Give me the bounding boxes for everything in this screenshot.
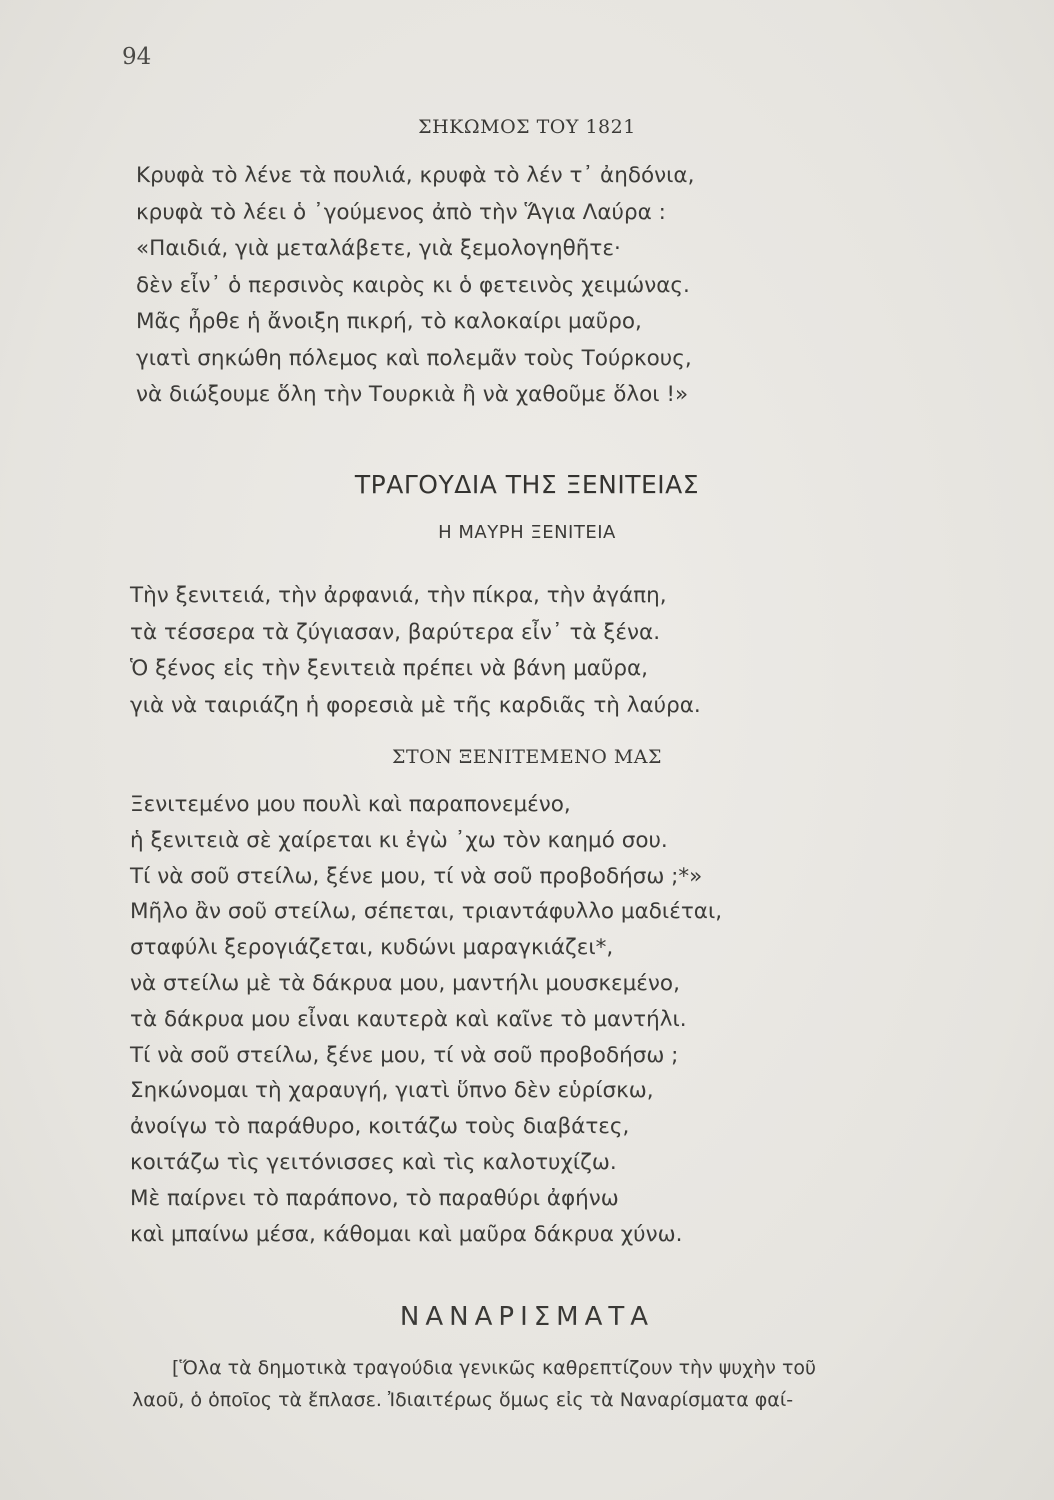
section-title-xeniteia: ΤΡΑΓΟΥΔΙΑ ΤΗΣ ΞΕΝΙΤΕΙΑΣ (354, 470, 700, 499)
prose-nanarismata (132, 1352, 1022, 1416)
poem-xenitemeno (130, 787, 722, 1252)
poem-sikomos (136, 158, 694, 414)
verse-line: ἀνοίγω τὸ παράθυρο, κοιτάζω τοὺς διαβάτες, (130, 1114, 630, 1140)
verse-line: Σηκώνομαι τὴ χαραυγή, γιατὶ ὕπνο δὲν εὑρίσκω, (130, 1078, 654, 1104)
verse-line: νὰ στείλω μὲ τὰ δάκρυα μου, μαντήλι μουσκεμένο, (130, 970, 680, 996)
verse-line: νὰ διώξουμε ὅλη τὴν Τουρκιὰ ἢ νὰ χαθοῦμε ὅλοι !» (136, 382, 689, 407)
verse-line: Τί νὰ σοῦ στείλω, ξένε μου, τί νὰ σοῦ προβοδήσω ;*» (130, 863, 703, 889)
verse-line: γιὰ νὰ ταιριάζη ἡ φορεσιὰ μὲ τῆς καρδιᾶς τὴ λαύρα. (130, 692, 701, 718)
verse-line: Μὲ παίρνει τὸ παράπονο, τὸ παραθύρι ἀφήνω (130, 1185, 619, 1211)
verse-line: Μῆλο ἂν σοῦ στείλω, σέπεται, τριαντάφυλλο μαδιέται, (130, 899, 723, 925)
poem-mavri-xeniteia (130, 578, 701, 724)
verse-line: τὰ τέσσερα τὰ ζύγιασαν, βαρύτερα εἶν᾽ τὰ ξένα. (130, 619, 661, 645)
verse-line: κοιτάζω τὶς γειτόνισσες καὶ τὶς καλοτυχίζω. (130, 1149, 617, 1175)
verse-line: Κρυφὰ τὸ λένε τὰ πουλιά, κρυφὰ τὸ λέν τ᾽ ἀηδόνια, (136, 163, 695, 188)
verse-line: γιατὶ σηκώθη πόλεμος καὶ πολεμᾶν τοὺς Τούρκους, (136, 345, 692, 371)
section-title-nanarismata: ΝΑΝΑΡΙΣΜΑΤΑ (399, 1302, 655, 1332)
verse-line: σταφύλι ξερογιάζεται, κυδώνι μαραγκιάζει*, (130, 935, 614, 961)
verse-line: Τί νὰ σοῦ στείλω, ξένε μου, τί νὰ σοῦ προβοδήσω ; (130, 1042, 679, 1068)
verse-line: Τὴν ξενιτειά, τὴν ἀρφανιά, τὴν πίκρα, τὴν ἀγάπη, (130, 583, 667, 608)
verse-line: ἡ ξενιτειὰ σὲ χαίρεται κι ἐγὼ ᾽χω τὸν καημό σου. (130, 827, 668, 853)
section-title-sikomos: ΣΗΚΩΜΟΣ ΤΟΥ 1821 (418, 116, 636, 138)
page-number: 94 (122, 44, 152, 70)
verse-line: Ὁ ξένος εἰς τὴν ξενιτειὰ πρέπει νὰ βάνη μαῦρα, (130, 656, 649, 681)
verse-line: δὲν εἶν᾽ ὁ περσινὸς καιρὸς κι ὁ φετεινὸς χειμώνας. (136, 272, 690, 298)
verse-line: καὶ μπαίνω μέσα, κάθομαι καὶ μαῦρα δάκρυα χύνω. (130, 1221, 683, 1247)
section-title-xenitemeno: ΣΤΟΝ ΞΕΝΙΤΕΜΕΝΟ ΜΑΣ (392, 746, 662, 768)
verse-line: κρυφὰ τὸ λέει ὁ ᾽γούμενος ἀπὸ τὴν Ἅγια Λαύρα : (136, 199, 666, 225)
prose-line: λαοῦ, ὁ ὁποῖος τὰ ἔπλασε. Ἰδιαιτέρως ὅμως εἰς τὰ Ναναρίσματα φαί- (132, 1389, 794, 1411)
verse-line: τὰ δάκρυα μου εἶναι καυτερὰ καὶ καῖνε τὸ μαντήλι. (130, 1006, 687, 1032)
prose-line: [Ὅλα τὰ δημοτικὰ τραγούδια γενικῶς καθρεπτίζουν τὴν ψυχὴν τοῦ (172, 1357, 817, 1379)
verse-line: Μᾶς ἦρθε ἡ ἄνοιξη πικρή, τὸ καλοκαίρι μαῦρο, (136, 309, 642, 334)
section-subtitle-mavri-xeniteia: Η ΜΑΥΡΗ ΞΕΝΙΤΕΙΑ (438, 522, 616, 543)
verse-line: Ξενιτεμένο μου πουλὶ καὶ παραπονεμένο, (130, 792, 571, 817)
verse-line: «Παιδιά, γιὰ μεταλάβετε, γιὰ ξεμολογηθῆτε· (136, 236, 621, 261)
